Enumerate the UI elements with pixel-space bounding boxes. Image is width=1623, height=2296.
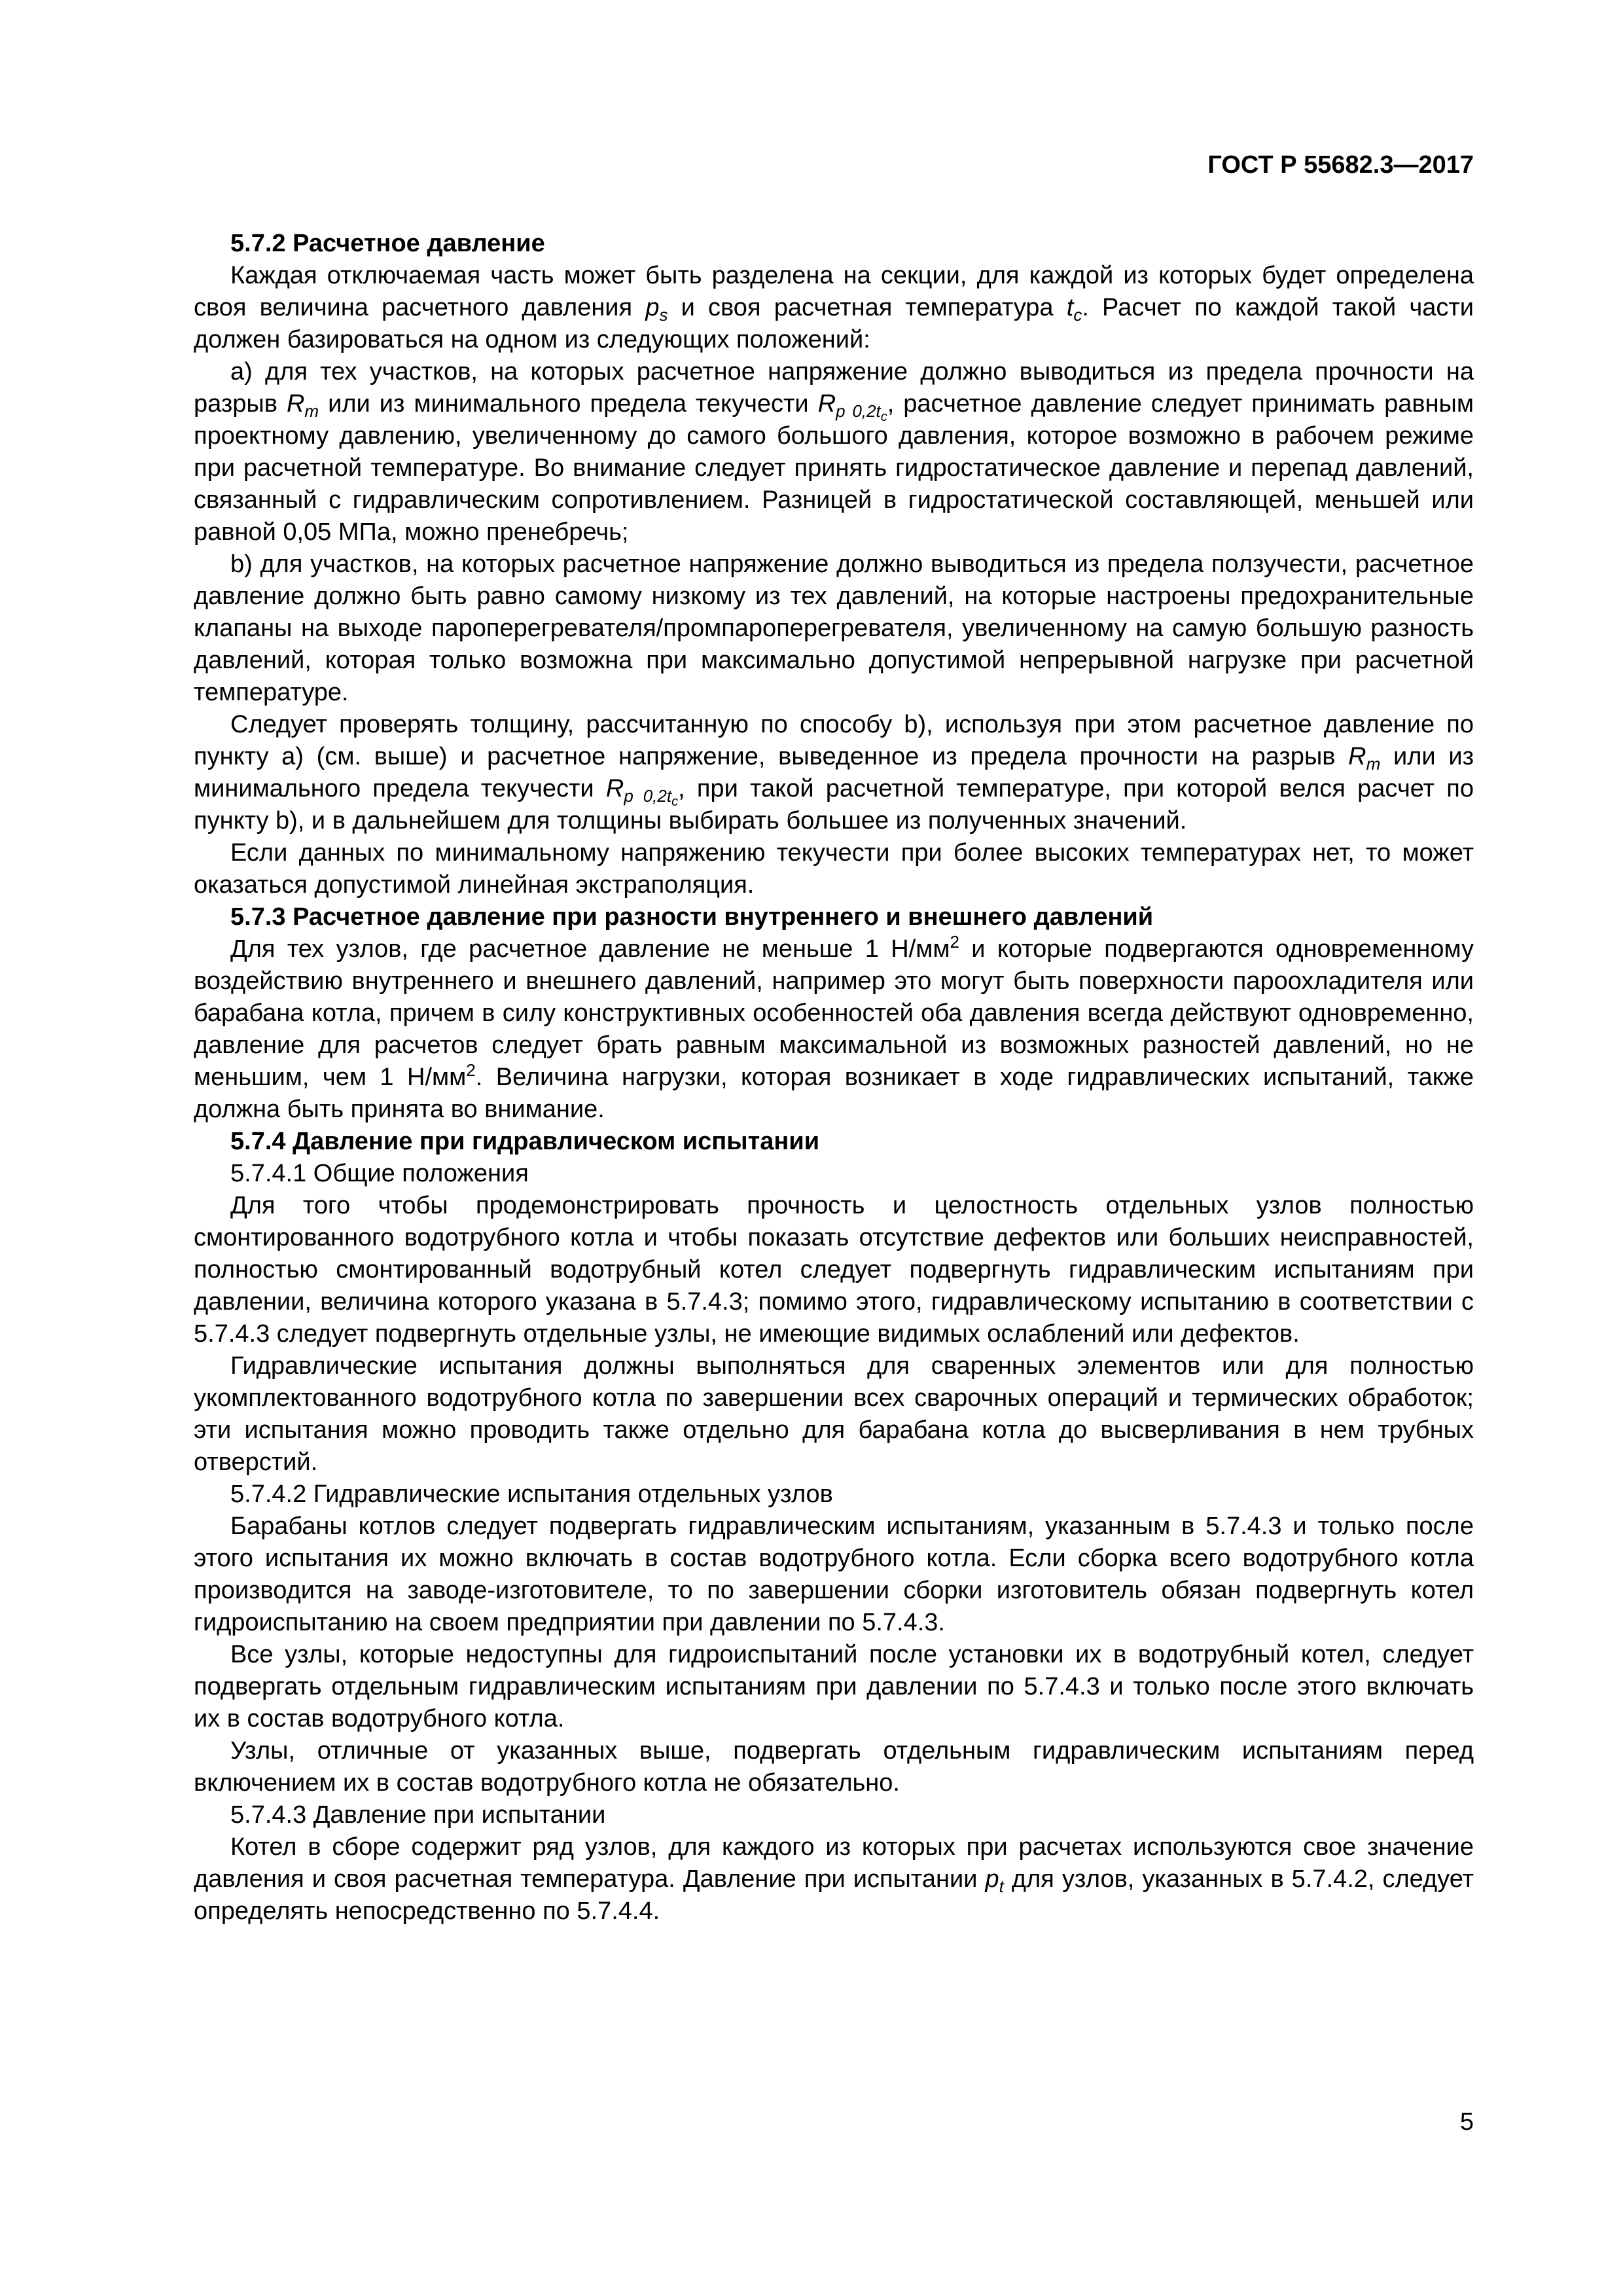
subsection-heading-5-7-4-2: 5.7.4.2 Гидравлические испытания отдельных узлов — [230, 1480, 833, 1508]
paragraph: Все узлы, которые недоступны для гидроиспытаний после установки их в водотрубный котел, следует подвергать отдельным гидравлическим испытаниям при давлении по 5.7.4.3 и только после этого включать их в состав водотрубного котла. — [194, 1641, 1474, 1732]
page-number: 5 — [1459, 2108, 1474, 2136]
variable: $R_{p 0,2t_c}$ — [605, 775, 679, 809]
paragraph: Узлы, отличные от указанных выше, подвергать отдельным гидравлическим испытаниям перед включением их в состав водотрубного котла не обязательно. — [194, 1737, 1474, 1797]
variable: $R_m$ — [286, 390, 319, 421]
paragraph: Гидравлические испытания должны выполняться для сваренных элементов или для полностью укомплектованного водотрубного котла по завершении всех сварочных операций и термических обработок; эти испытания можно проводить также отдельно для барабана котла до высверливания в нем трубных отверстий. — [194, 1352, 1474, 1476]
paragraph: Если данных по минимальному напряжению текучести при более высоких температурах нет, то может оказаться допустимой линейная экстраполяция. — [194, 839, 1474, 899]
document-code: ГОСТ Р 55682.3—2017 — [1207, 151, 1474, 179]
variable: $R_m$ — [1348, 743, 1381, 774]
variable: $p_s$ — [645, 294, 668, 325]
paragraph: a) для тех участков, на которых расчетное напряжение должно выводиться из предела прочности на разрыв $R_m$ или из минимального предела текучести $R_{p 0,2t_c}$, расчетное давление следует принимать равным проектному давлению, увеличенному до самого большого давления, которое возможно в рабочем режиме при расчетной температуре. Во внимание следует принять гидростатическое давление и перепад давлений, связанный с гидравлическим сопротивлением. Разницей в гидростатической составляющей, меньшей или равной 0,05 МПа, можно пренебречь; — [194, 358, 1474, 546]
paragraph: Для того чтобы продемонстрировать прочность и целостность отдельных узлов полностью смонтированного водотрубного котла и чтобы показать отсутствие дефектов или больших неисправностей, полностью смонтированный водотрубный котел следует подвергнуть гидравлическим испытаниям при давлении, величина которого указана в 5.7.4.3; помимо этого, гидравлическому испытанию в соответствии с 5.7.4.3 следует подвергнуть отдельные узлы, не имеющие видимых ослаблений или дефектов. — [194, 1192, 1474, 1348]
paragraph: Для тех узлов, где расчетное давление не меньше 1 $Н/мм^2$ и которые подвергаются одновременному воздействию внутреннего и внешнего давлений, например это могут быть поверхности пароохладителя или барабана котла, причем в силу конструктивных особенностей оба давления всегда действуют одновременно, давление для расчетов следует брать равным максимальной из возможных разностей давлений, но не меньшим, чем 1 $Н/мм^2$. Величина нагрузки, которая возникает в ходе гидравлических испытаний, также должна быть принята во внимание. — [194, 932, 1474, 1123]
paragraph: Каждая отключаемая часть может быть разделена на секции, для каждой из которых будет определена своя величина расчетного давления $p_s$ и своя расчетная температура $t_c$. Расчет по каждой такой части должен базироваться на одном из следующих положений: — [194, 262, 1474, 353]
paragraph: Котел в сборе содержит ряд узлов, для каждого из которых при расчетах используются свое значение давления и своя расчетная температура. Давление при испытании $p_t$ для узлов, указанных в 5.7.4.2, следует определять непосредственно по 5.7.4.4. — [194, 1833, 1474, 1925]
document-body — [194, 228, 1474, 1928]
variable: $p_t$ — [985, 1865, 1004, 1896]
subsection-heading-5-7-4-3: 5.7.4.3 Давление при испытании — [230, 1801, 606, 1829]
section-heading-5-7-2: 5.7.2 Расчетное давление — [230, 230, 545, 257]
paragraph: b) для участков, на которых расчетное напряжение должно выводиться из предела ползучести, расчетное давление должно быть равно самому низкому из тех давлений, на которые настроены предохранительные клапаны на выходе пароперегревателя/промпароперегревателя, увеличенному на самую большую разность давлений, которая только возможна при максимально допустимой непрерывной нагрузке при расчетной температуре. — [194, 550, 1474, 706]
paragraph: Следует проверять толщину, рассчитанную по способу b), используя при этом расчетное давление по пункту a) (см. выше) и расчетное напряжение, выведенное из предела прочности на разрыв $R_m$ или из минимального предела текучести $R_{p 0,2t_c}$, при такой расчетной температуре, при которой велся расчет по пункту b), и в дальнейшем для толщины выбирать большее из полученных значений. — [194, 711, 1474, 834]
paragraph: Барабаны котлов следует подвергать гидравлическим испытаниям, указанным в 5.7.4.3 и только после этого испытания их можно включать в состав водотрубного котла. Если сборка всего водотрубного котла производится на заводе-изготовителе, то по завершении сборки изготовитель обязан подвергнуть котел гидроиспытанию на своем предприятии при давлении по 5.7.4.3. — [194, 1513, 1474, 1636]
variable: $t_c$ — [1066, 294, 1082, 325]
section-heading-5-7-4: 5.7.4 Давление при гидравлическом испытании — [230, 1128, 820, 1155]
variable: $R_{p 0,2t_c}$ — [817, 390, 887, 424]
section-heading-5-7-3: 5.7.3 Расчетное давление при разности внутреннего и внешнего давлений — [230, 903, 1154, 931]
subsection-heading-5-7-4-1: 5.7.4.1 Общие положения — [230, 1160, 529, 1187]
